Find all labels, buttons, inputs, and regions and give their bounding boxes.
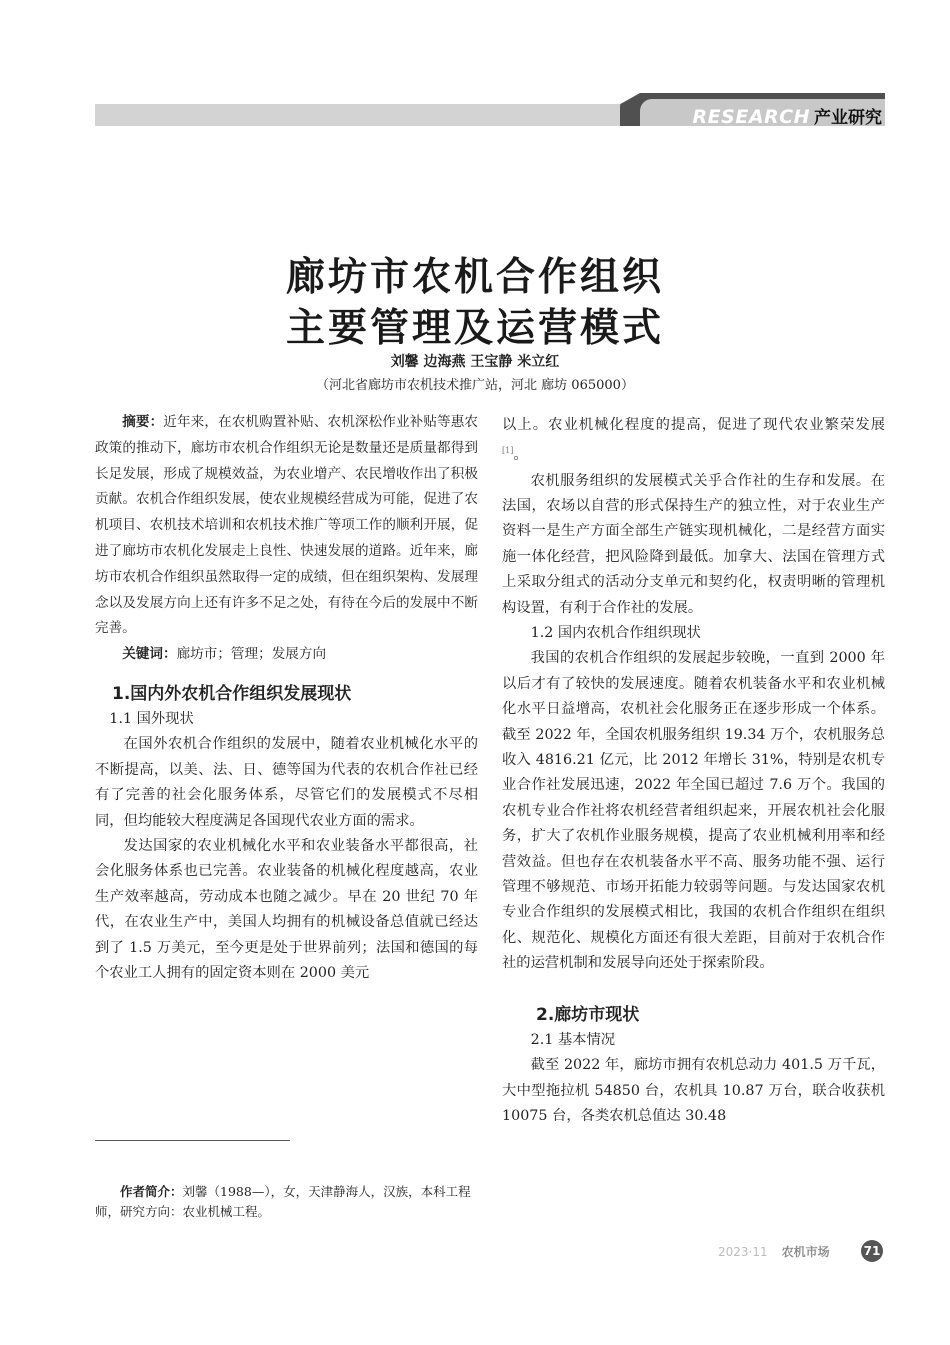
section1-1-paragraph2: 发达国家的农业机械化水平和农业装备水平都很高，社会化服务体系也已完善。农业装备的机械化程度越高，农业生产效率越高，劳动成本也随之减少。早在 20 世纪 70 年代，在农业生产中，美国人均拥有的机械设备总值就已经达到了 1.5 万美元，至今更是处于世界前列；法国和德国的每个农业工人拥有的固定资本则在 2000 美元 bbox=[95, 838, 478, 982]
article-title-line1: 廊坊市农机合作组织 bbox=[285, 254, 664, 300]
section-label-zh: 产业研究 bbox=[814, 108, 882, 128]
section-label-en: RESEARCH bbox=[692, 106, 810, 128]
footer bbox=[718, 1243, 830, 1260]
section1-2-heading: 1.2 国内农机合作组织现状 bbox=[530, 625, 701, 642]
section-label bbox=[693, 103, 882, 128]
page-number: 71 bbox=[861, 1240, 883, 1262]
section2-1-paragraph: 截至 2022 年，廊坊市拥有农机总动力 401.5 万千瓦，大中型拖拉机 54850 台，农机具 10.87 万台，联合收获机 10075 台，各类农机总值达 30.48 bbox=[502, 1057, 885, 1124]
section1-1-paragraph1: 在国外农机合作组织的发展中，随着农业机械化水平的不断提高，以美、法、日、德等国为代表的农机合作社已经有了完善的社会化服务体系，尽管它们的发展模式不尽相同，但均能较大程度满足各国现代农业方面的需求。 bbox=[95, 736, 478, 829]
keywords bbox=[95, 642, 478, 668]
section1-1-heading: 1.1 国外现状 bbox=[109, 710, 194, 727]
keywords-label: 关键词： bbox=[122, 646, 177, 663]
authors: 刘馨 边海燕 王宝静 米立红 bbox=[390, 354, 560, 370]
section1-1-paragraph3: 农机服务组织的发展模式关乎合作社的生存和发展。在法国，农场以自营的形式保持生产的独立性，对于农业生产资料一是生产方面全部生产链实现机械化，二是经营方面实施一体化经营，把风险降到最低。加拿大、法国在管理方式上采取分组式的活动分支单元和契约化，权责明晰的管理机构设置，有利于合作社的发展。 bbox=[502, 472, 885, 616]
right-column bbox=[502, 413, 885, 1129]
article-title-line2: 主要管理及运营模式 bbox=[285, 305, 664, 351]
reference-marker: [1] bbox=[502, 446, 514, 456]
section1-1-paragraph2-continued bbox=[502, 413, 885, 469]
left-column bbox=[95, 410, 478, 986]
magazine-name: 农机市场 bbox=[781, 1245, 830, 1259]
affiliation: （河北省廊坊市农机技术推广站，河北 廊坊 065000） bbox=[316, 378, 634, 393]
keywords-text: 廊坊市；管理；发展方向 bbox=[176, 646, 327, 663]
author-bio-label: 作者简介： bbox=[120, 1184, 183, 1199]
abstract-text: 近年来，在农机购置补贴、农机深松作业补贴等惠农政策的推动下，廊坊市农机合作组织无论是数量还是质量都得到长足发展，形成了规模效益，为农业增产、农民增收作出了积极贡献。农机合作组织发展，使农业规模经营成为可能，促进了农机项目、农机技术培训和农机技术推广等项工作的顺利开展，促进了廊坊市农机化发展走上良性、快速发展的道路。近年来，廊坊市农机合作组织虽然取得一定的成绩，但在组织架构、发展理念以及发展方向上还有许多不足之处，有待在今后的发展中不断完善。 bbox=[95, 414, 479, 637]
abstract-label: 摘要： bbox=[122, 414, 164, 430]
author-bio bbox=[95, 1182, 480, 1222]
paragraph2-cont-end: 。 bbox=[513, 447, 528, 464]
abstract bbox=[95, 410, 478, 642]
section1-2-paragraph: 我国的农机合作组织的发展起步较晚，一直到 2000 年以后才有了较快的发展速度。随着农机装备水平和农业机械化水平日益增高，农机社会化服务正在逐步形成一个体系。截至 2022 年，全国农机服务组织 19.34 万个，农机服务总收入 4816.21 亿元，比 2012 年增长 31%，特别是农机专业合作社发展迅速，2022 年全国已超过 7.6 万个。我国的农机专业合作社将农机经营者组织起来，开展农机社会化服务，扩大了农机作业服务规模，提高了农业机械利用率和经营效益。但也存在农机装备水平不高、服务功能不强、运行管理不够规范、市场开拓能力较弱等问题。与发达国家农机专业合作组织的发展模式相比，我国的农机合作组织在组织化、规范化、规模化方面还有很大差距，目前对于农机合作社的运营机制和发展导向还处于探索阶段。 bbox=[502, 650, 885, 972]
issue-date: 2023·11 bbox=[718, 1245, 768, 1259]
section2-heading: 2.廊坊市现状 bbox=[536, 1004, 640, 1025]
section1-heading: 1.国内外农机合作组织发展现状 bbox=[112, 683, 352, 704]
author-bio-text: 刘馨（1988—），女，天津静海人，汉族，本科工程师，研究方向：农业机械工程。 bbox=[95, 1184, 471, 1219]
footnote-rule bbox=[95, 1140, 290, 1141]
section2-1-heading: 2.1 基本情况 bbox=[530, 1031, 616, 1048]
paragraph2-cont-text: 以上。农业机械化程度的提高，促进了现代农业繁荣发展 bbox=[502, 417, 885, 433]
